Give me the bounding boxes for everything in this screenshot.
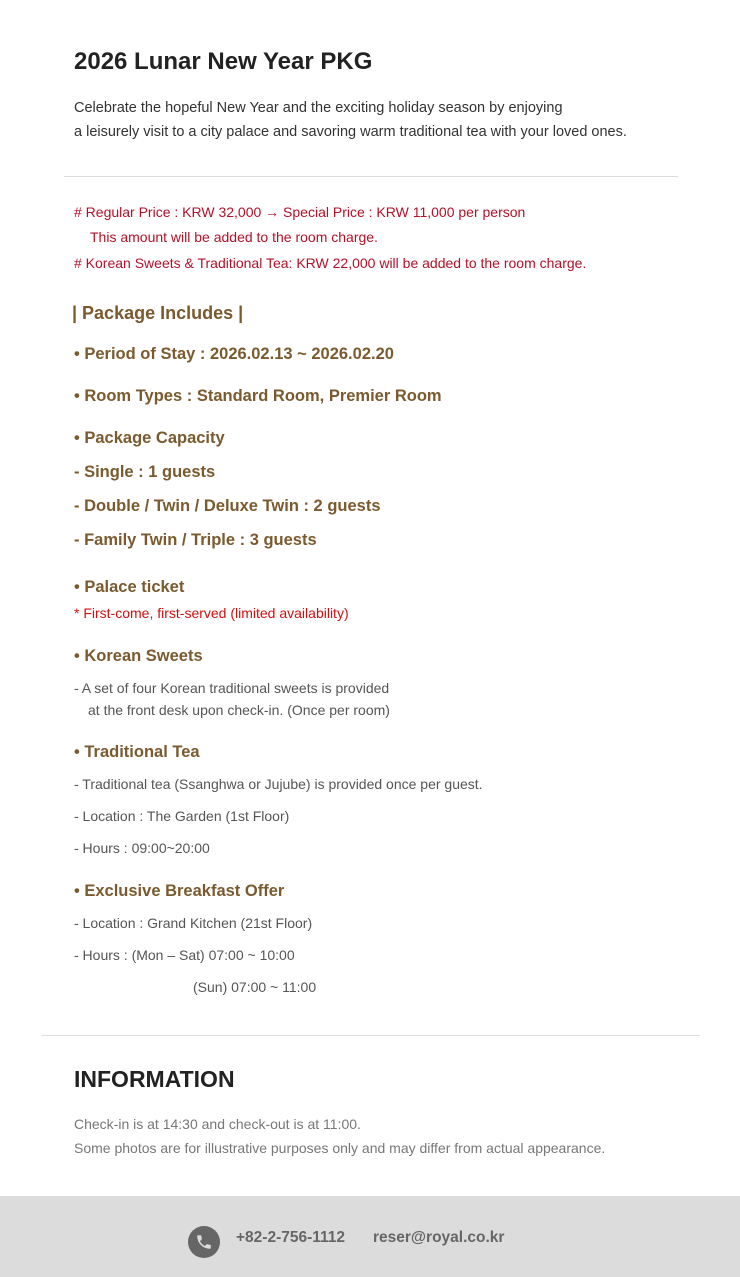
capacity-family: - Family Twin / Triple : 3 guests <box>74 531 317 549</box>
divider-top <box>64 176 678 177</box>
package-includes-heading: | Package Includes | <box>72 303 244 323</box>
intro-text-line1: Celebrate the hopeful New Year and the exciting holiday season by enjoying <box>74 100 563 116</box>
breakfast-location: - Location : Grand Kitchen (21st Floor) <box>74 915 313 931</box>
phone-number[interactable]: +82-2-756-1112 <box>236 1229 346 1246</box>
period-of-stay: • Period of Stay : 2026.02.13 ~ 2026.02.20 <box>74 345 394 363</box>
korean-sweets-heading: • Korean Sweets <box>74 647 203 665</box>
divider-bottom <box>42 1035 700 1036</box>
price-note: This amount will be added to the room charge. <box>90 229 378 245</box>
email-address[interactable]: reser@royal.co.kr <box>373 1229 505 1246</box>
capacity-single: - Single : 1 guests <box>74 463 216 481</box>
intro-text-line2: a leisurely visit to a city palace and savoring warm traditional tea with your loved ones. <box>74 124 627 140</box>
footer-bar <box>0 1196 740 1277</box>
price-line: # Regular Price : KRW 32,000 → Special Price : KRW 11,000 per person <box>74 204 526 220</box>
capacity-heading: • Package Capacity <box>74 429 225 447</box>
breakfast-hours-sunday: (Sun) 07:00 ~ 11:00 <box>193 979 317 995</box>
phone-icon <box>188 1226 220 1258</box>
photo-disclaimer: Some photos are for illustrative purposes only and may differ from actual appearance. <box>74 1140 606 1156</box>
information-heading: INFORMATION <box>74 1066 235 1092</box>
sweets-desc-line1: - A set of four Korean traditional sweets is provided <box>74 680 390 696</box>
room-types: • Room Types : Standard Room, Premier Room <box>74 387 442 405</box>
tea-desc: - Traditional tea (Ssanghwa or Jujube) is provided once per guest. <box>74 776 483 792</box>
sweets-tea-price: # Korean Sweets & Traditional Tea: KRW 22,000 will be added to the room charge. <box>74 255 587 271</box>
checkin-info: Check-in is at 14:30 and check-out is at 11:00. <box>74 1116 361 1132</box>
breakfast-hours-weekday: - Hours : (Mon – Sat) 07:00 ~ 10:00 <box>74 947 295 963</box>
palace-ticket-heading: • Palace ticket <box>74 578 185 596</box>
capacity-double: - Double / Twin / Deluxe Twin : 2 guests <box>74 497 381 515</box>
sweets-desc-line2: at the front desk upon check-in. (Once per room) <box>88 702 390 718</box>
tea-hours: - Hours : 09:00~20:00 <box>74 840 210 856</box>
traditional-tea-heading: • Traditional Tea <box>74 743 200 761</box>
palace-ticket-note: * First-come, first-served (limited availability) <box>74 605 349 621</box>
tea-location: - Location : The Garden (1st Floor) <box>74 808 290 824</box>
breakfast-heading: • Exclusive Breakfast Offer <box>74 882 285 900</box>
page-title: 2026 Lunar New Year PKG <box>74 48 373 75</box>
